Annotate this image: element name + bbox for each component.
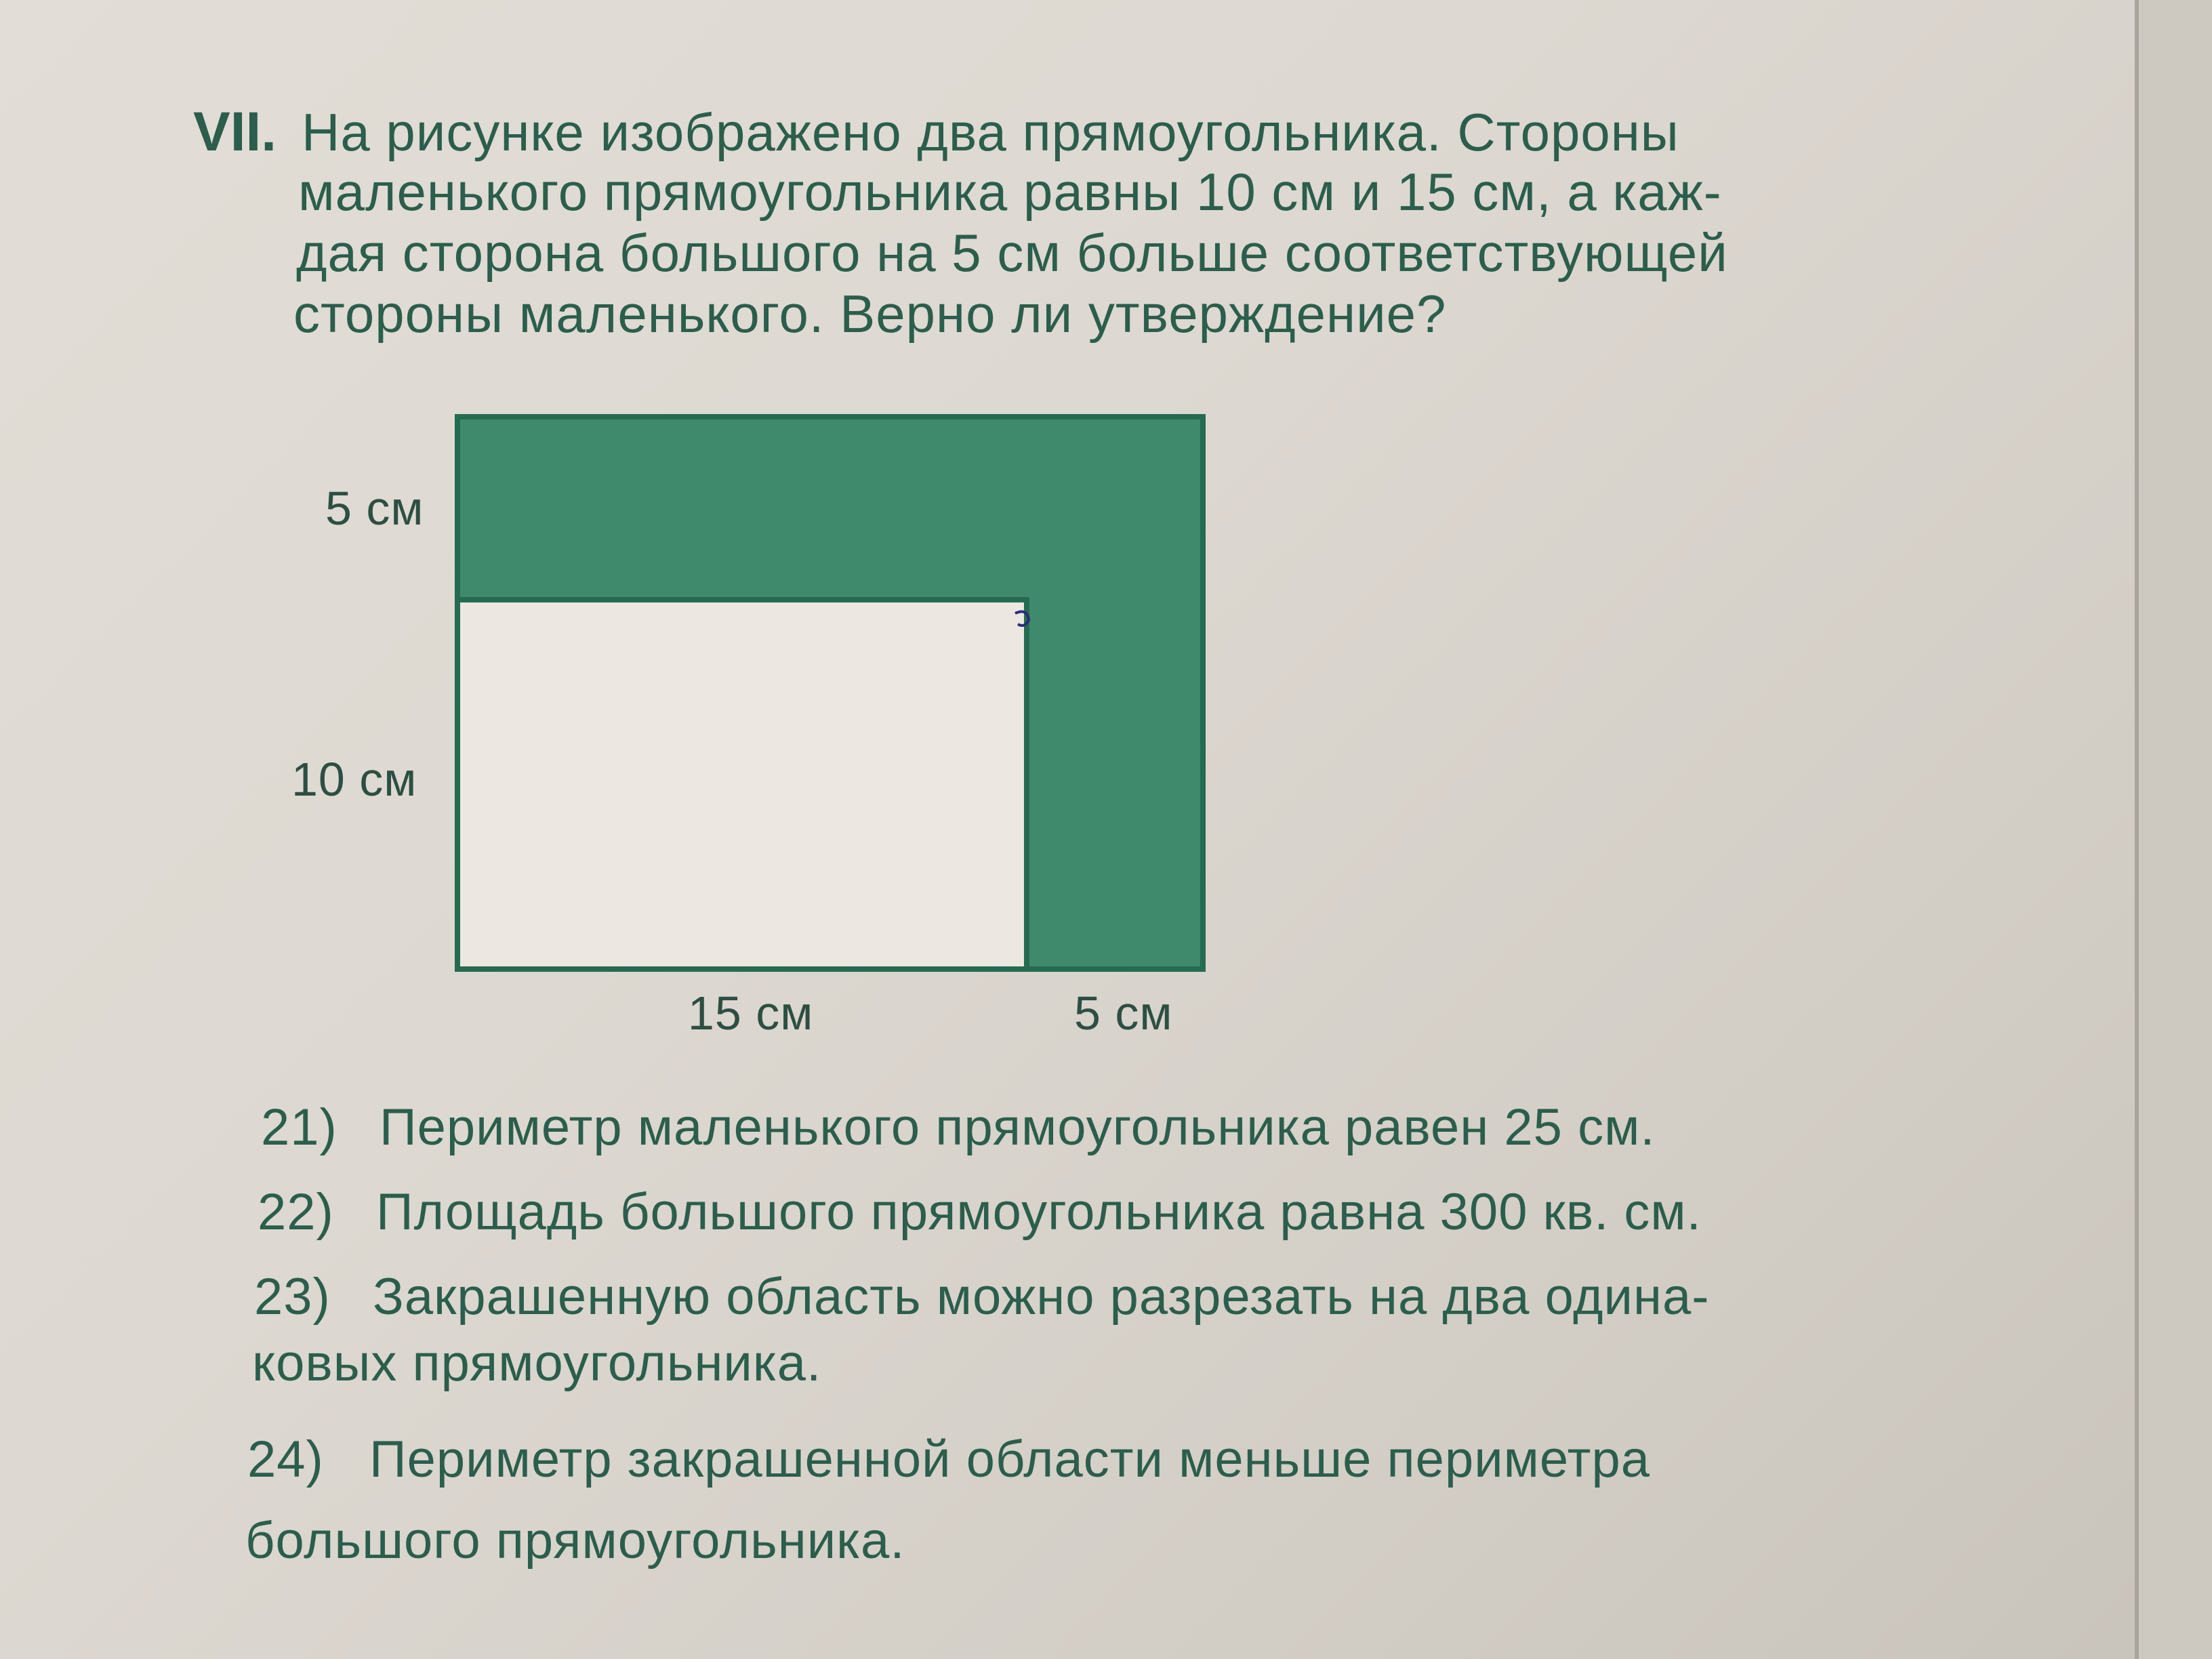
statement-23-text-line-2: ковых прямоугольника. bbox=[252, 1334, 822, 1392]
task-text-line-3: дая сторона большого на 5 см больше соответствующей bbox=[296, 223, 1728, 283]
task-number: VII. bbox=[193, 101, 277, 163]
statement-22-number: 22) bbox=[258, 1183, 334, 1241]
next-page-edge bbox=[2139, 0, 2212, 1659]
label-bottom-strip: 5 см bbox=[1074, 987, 1173, 1040]
label-bottom-small: 15 см bbox=[688, 987, 814, 1040]
label-top-strip: 5 см bbox=[325, 482, 424, 535]
statement-24-number: 24) bbox=[247, 1431, 324, 1488]
statement-24-text-line-1: Периметр закрашенной области меньше периметра bbox=[369, 1431, 1651, 1488]
statement-23-text-line-1: Закрашенную область можно разрезать на два одина- bbox=[373, 1268, 1710, 1326]
statement-24-text-line-2: большого прямоугольника. bbox=[245, 1512, 905, 1570]
small-rectangle bbox=[457, 600, 1027, 969]
statement-23-number: 23) bbox=[254, 1268, 331, 1326]
rectangles-figure bbox=[444, 407, 1223, 989]
statement-21-text: Периметр маленького прямоугольника равен 25 см. bbox=[380, 1099, 1656, 1156]
task-text-line-2: маленького прямоугольника равны 10 см и 15 см, а каж- bbox=[298, 162, 1722, 222]
statement-22-text: Площадь большого прямоугольника равна 300 кв. см. bbox=[376, 1183, 1702, 1241]
label-left-side: 10 см bbox=[291, 753, 417, 806]
task-text-line-1: На рисунке изображено два прямоугольника. Стороны bbox=[302, 102, 1679, 162]
task-text-line-4: стороны маленького. Верно ли утверждение? bbox=[293, 284, 1447, 344]
statement-21-number: 21) bbox=[261, 1099, 337, 1156]
